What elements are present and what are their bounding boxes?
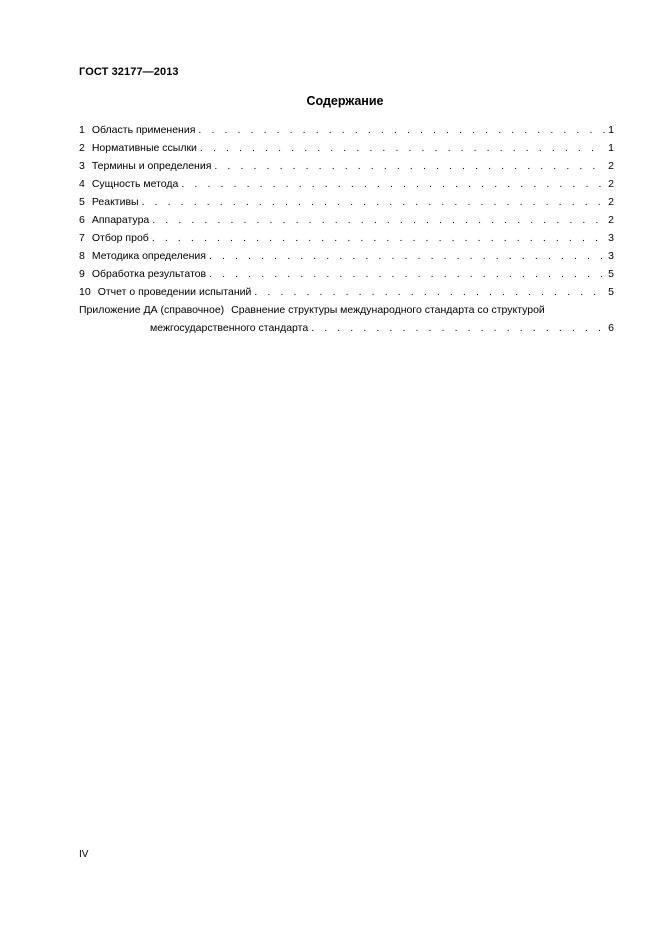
toc-item-number: 8: [79, 250, 85, 262]
toc-appendix-item-continuation[interactable]: [79, 319, 614, 337]
toc-item[interactable]: [79, 265, 614, 283]
toc-item-page: 2: [608, 178, 614, 190]
toc-item-number: 7: [79, 232, 85, 244]
toc-leader-dots: [152, 211, 605, 229]
toc-leader-dots: [311, 319, 605, 337]
toc-item-label: Методика определения: [91, 250, 206, 262]
toc-leader-dots: [142, 193, 606, 211]
toc-item-number: 6: [79, 214, 85, 226]
document-standard-code: ГОСТ 32177—2013: [79, 66, 179, 78]
toc-item-number: 9: [79, 268, 85, 280]
toc-item-page: 1: [608, 124, 614, 136]
toc-item-page: 2: [608, 160, 614, 172]
toc-item-page: 3: [608, 232, 614, 244]
appendix-page: 6: [608, 322, 614, 334]
toc-leader-dots: [152, 229, 605, 247]
toc-leader-dots: [200, 139, 605, 157]
toc-item-number: 2: [79, 142, 85, 154]
toc-item-number: 1: [79, 124, 85, 136]
toc-item-label: Термины и определения: [91, 160, 212, 172]
toc-item-label: Реактивы: [91, 196, 139, 208]
toc-item-page: 5: [608, 268, 614, 280]
appendix-title-line1: Сравнение структуры международного стандарта со структурой: [231, 304, 545, 316]
toc-leader-dots: [209, 265, 605, 283]
page-number: IV: [79, 849, 89, 860]
toc-item-number: 3: [79, 160, 85, 172]
toc-item[interactable]: [79, 193, 614, 211]
toc-leader-dots: [181, 175, 605, 193]
toc-item-page: 2: [608, 214, 614, 226]
appendix-prefix: Приложение ДА (справочное): [79, 304, 225, 316]
toc-item-page: 1: [608, 142, 614, 154]
toc-item-label: Отбор проб: [91, 232, 149, 244]
toc-title: Содержание: [306, 94, 384, 108]
toc-item-label: Область применения: [91, 124, 196, 136]
table-of-contents: [79, 121, 614, 337]
toc-item[interactable]: [79, 175, 614, 193]
toc-item-label: Нормативные ссылки: [91, 142, 197, 154]
toc-appendix-item[interactable]: [79, 301, 614, 319]
toc-item[interactable]: [79, 139, 614, 157]
toc-item-page: 2: [608, 196, 614, 208]
toc-item[interactable]: [79, 121, 614, 139]
toc-leader-dots: [209, 247, 605, 265]
toc-item-label: Обработка результатов: [91, 268, 207, 280]
toc-item-label: Отчет о проведении испытаний: [97, 286, 252, 298]
appendix-title-line2: межгосударственного стандарта: [150, 322, 309, 334]
toc-item-number: 4: [79, 178, 85, 190]
toc-item[interactable]: [79, 211, 614, 229]
toc-leader-dots: [254, 283, 605, 301]
toc-leader-dots: [198, 121, 605, 139]
toc-item[interactable]: [79, 247, 614, 265]
toc-item-label: Сущность метода: [91, 178, 179, 190]
toc-item-page: 3: [608, 250, 614, 262]
toc-item[interactable]: [79, 229, 614, 247]
toc-item-page: 5: [608, 286, 614, 298]
toc-item[interactable]: [79, 283, 614, 301]
toc-item[interactable]: [79, 157, 614, 175]
toc-item-number: 10: [79, 286, 91, 298]
toc-leader-dots: [214, 157, 605, 175]
toc-item-label: Аппаратура: [91, 214, 150, 226]
toc-item-number: 5: [79, 196, 85, 208]
